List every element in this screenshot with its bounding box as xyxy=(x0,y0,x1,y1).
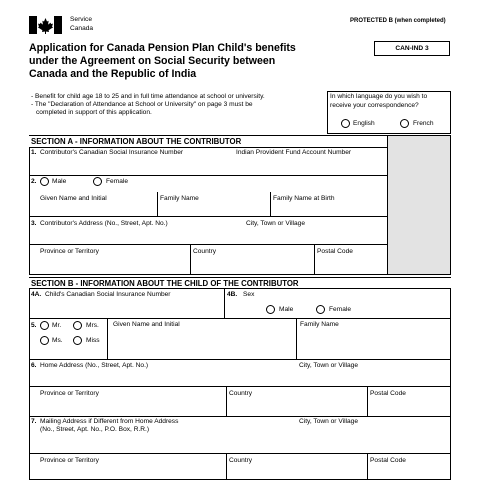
indian-provident-fund-input[interactable] xyxy=(236,158,386,174)
instruction-line1: - Benefit for child age 18 to 25 and in full time attendance at school or university. xyxy=(31,93,265,100)
child-ms-label: Ms. xyxy=(52,337,63,344)
q3-number: 3. xyxy=(31,220,37,227)
contributor-sin-input[interactable] xyxy=(31,158,231,174)
contributor-province-input[interactable] xyxy=(31,257,188,273)
indian-provident-fund-label: Indian Provident Fund Account Number xyxy=(236,149,352,156)
child-male-radio[interactable] xyxy=(266,305,275,314)
q2-number: 2. xyxy=(31,178,37,185)
child-mailing-province-input[interactable] xyxy=(31,466,224,479)
q1-number: 1. xyxy=(31,149,37,156)
child-female-label: Female xyxy=(329,306,351,313)
child-family-name-input[interactable] xyxy=(299,330,449,357)
instruction-line2: - The "Declaration of Attendance at School or University" on page 3 must be xyxy=(31,101,253,108)
form-title-line2: under the Agreement on Social Security between xyxy=(29,55,276,67)
form-code-box xyxy=(374,41,450,56)
canada-flag-logo xyxy=(29,16,62,34)
q4b-number: 4B. xyxy=(227,291,238,298)
child-family-name-label: Family Name xyxy=(300,321,339,328)
child-home-address-label: Home Address (No., Street, Apt. No.) xyxy=(40,362,149,369)
language-question-line1: In which language do you wish to xyxy=(330,93,428,100)
child-city-label: City, Town or Village xyxy=(299,362,359,369)
contributor-country-input[interactable] xyxy=(193,257,313,273)
language-question-line2: receive your correspondence? xyxy=(330,102,419,109)
child-mailing-address-label-line2: (No., Street, Apt. No., P.O. Box, R.R.) xyxy=(40,426,150,433)
language-english-radio[interactable] xyxy=(341,119,350,128)
child-province-input[interactable] xyxy=(31,399,224,414)
form-title-line1: Application for Canada Pension Plan Child's benefits xyxy=(29,42,296,54)
q4a-number: 4A. xyxy=(31,291,42,298)
child-mailing-address-input[interactable] xyxy=(31,435,291,451)
child-mailing-country-input[interactable] xyxy=(229,466,365,479)
contributor-given-name-label: Given Name and Initial xyxy=(40,195,107,202)
child-city-input[interactable] xyxy=(299,371,449,385)
contributor-address-input[interactable] xyxy=(31,229,241,243)
child-mrs-label: Mrs. xyxy=(86,322,99,329)
section-a-header: SECTION A - INFORMATION ABOUT THE CONTRIBUTOR xyxy=(29,135,388,148)
child-mr-radio[interactable] xyxy=(40,321,49,330)
contributor-given-name-input[interactable] xyxy=(31,203,157,215)
contributor-family-name-label: Family Name xyxy=(160,195,199,202)
contributor-family-name-input[interactable] xyxy=(160,203,268,215)
child-sin-input[interactable] xyxy=(31,300,221,316)
child-mailing-province-label: Province or Territory xyxy=(40,457,99,464)
contributor-postal-input[interactable] xyxy=(317,257,386,273)
contributor-country-label: Country xyxy=(193,248,217,255)
child-miss-radio[interactable] xyxy=(73,336,82,345)
child-mrs-radio[interactable] xyxy=(73,321,82,330)
instructions xyxy=(31,93,265,117)
department-name-line1: Service xyxy=(70,16,92,23)
child-male-label: Male xyxy=(279,306,294,313)
child-mailing-city-input[interactable] xyxy=(299,427,449,451)
contributor-postal-label: Postal Code xyxy=(317,248,353,255)
language-french-radio[interactable] xyxy=(400,119,409,128)
child-given-name-label: Given Name and Initial xyxy=(113,321,180,328)
contributor-province-label: Province or Territory xyxy=(40,248,99,255)
language-french-label: French xyxy=(413,120,434,127)
contributor-city-label: City, Town or Village xyxy=(246,220,306,227)
child-given-name-input[interactable] xyxy=(110,330,294,357)
child-mailing-address-label-line1: Mailing Address if Different from Home Address xyxy=(40,418,179,425)
contributor-sin-label: Contributor's Canadian Social Insurance Number xyxy=(40,149,184,156)
instruction-line3: completed in support of this application. xyxy=(36,109,152,116)
contributor-female-radio[interactable] xyxy=(93,177,102,186)
protected-label: PROTECTED B (when completed) xyxy=(350,18,446,24)
language-english-label: English xyxy=(353,120,375,127)
q5-number: 5. xyxy=(31,322,37,329)
child-country-input[interactable] xyxy=(229,399,365,414)
contributor-family-name-birth-input[interactable] xyxy=(273,203,386,215)
child-mailing-postal-label: Postal Code xyxy=(370,457,406,464)
child-ms-radio[interactable] xyxy=(40,336,49,345)
contributor-family-name-birth-label: Family Name at Birth xyxy=(273,195,335,202)
child-female-radio[interactable] xyxy=(316,305,325,314)
child-postal-label: Postal Code xyxy=(370,390,406,397)
q7-number: 7. xyxy=(31,418,37,425)
contributor-city-input[interactable] xyxy=(246,229,386,243)
child-mailing-city-label: City, Town or Village xyxy=(299,418,359,425)
contributor-male-radio[interactable] xyxy=(40,177,49,186)
child-postal-input[interactable] xyxy=(370,399,449,414)
form-title xyxy=(29,42,349,81)
child-province-label: Province or Territory xyxy=(40,390,99,397)
child-mailing-postal-input[interactable] xyxy=(370,466,449,479)
child-home-address-input[interactable] xyxy=(31,371,291,385)
child-country-label: Country xyxy=(229,390,253,397)
contributor-male-label: Male xyxy=(52,178,67,185)
child-sin-label: Child's Canadian Social Insurance Number xyxy=(45,291,171,298)
section-b-header: SECTION B - INFORMATION ABOUT THE CHILD OF THE CONTRIBUTOR xyxy=(29,277,451,289)
child-mailing-country-label: Country xyxy=(229,457,253,464)
form-title-line3: Canada and the Republic of India xyxy=(29,68,197,80)
contributor-address-label: Contributor's Address (No., Street, Apt. No.) xyxy=(40,220,168,227)
contributor-female-label: Female xyxy=(106,178,128,185)
department-name-line2: Canada xyxy=(70,25,94,32)
child-miss-label: Miss xyxy=(86,337,100,344)
form-code: CAN-IND 3 xyxy=(395,45,429,52)
q6-number: 6. xyxy=(31,362,37,369)
child-sex-label: Sex xyxy=(243,291,255,298)
language-box xyxy=(327,91,451,134)
child-mr-label: Mr. xyxy=(52,322,62,329)
